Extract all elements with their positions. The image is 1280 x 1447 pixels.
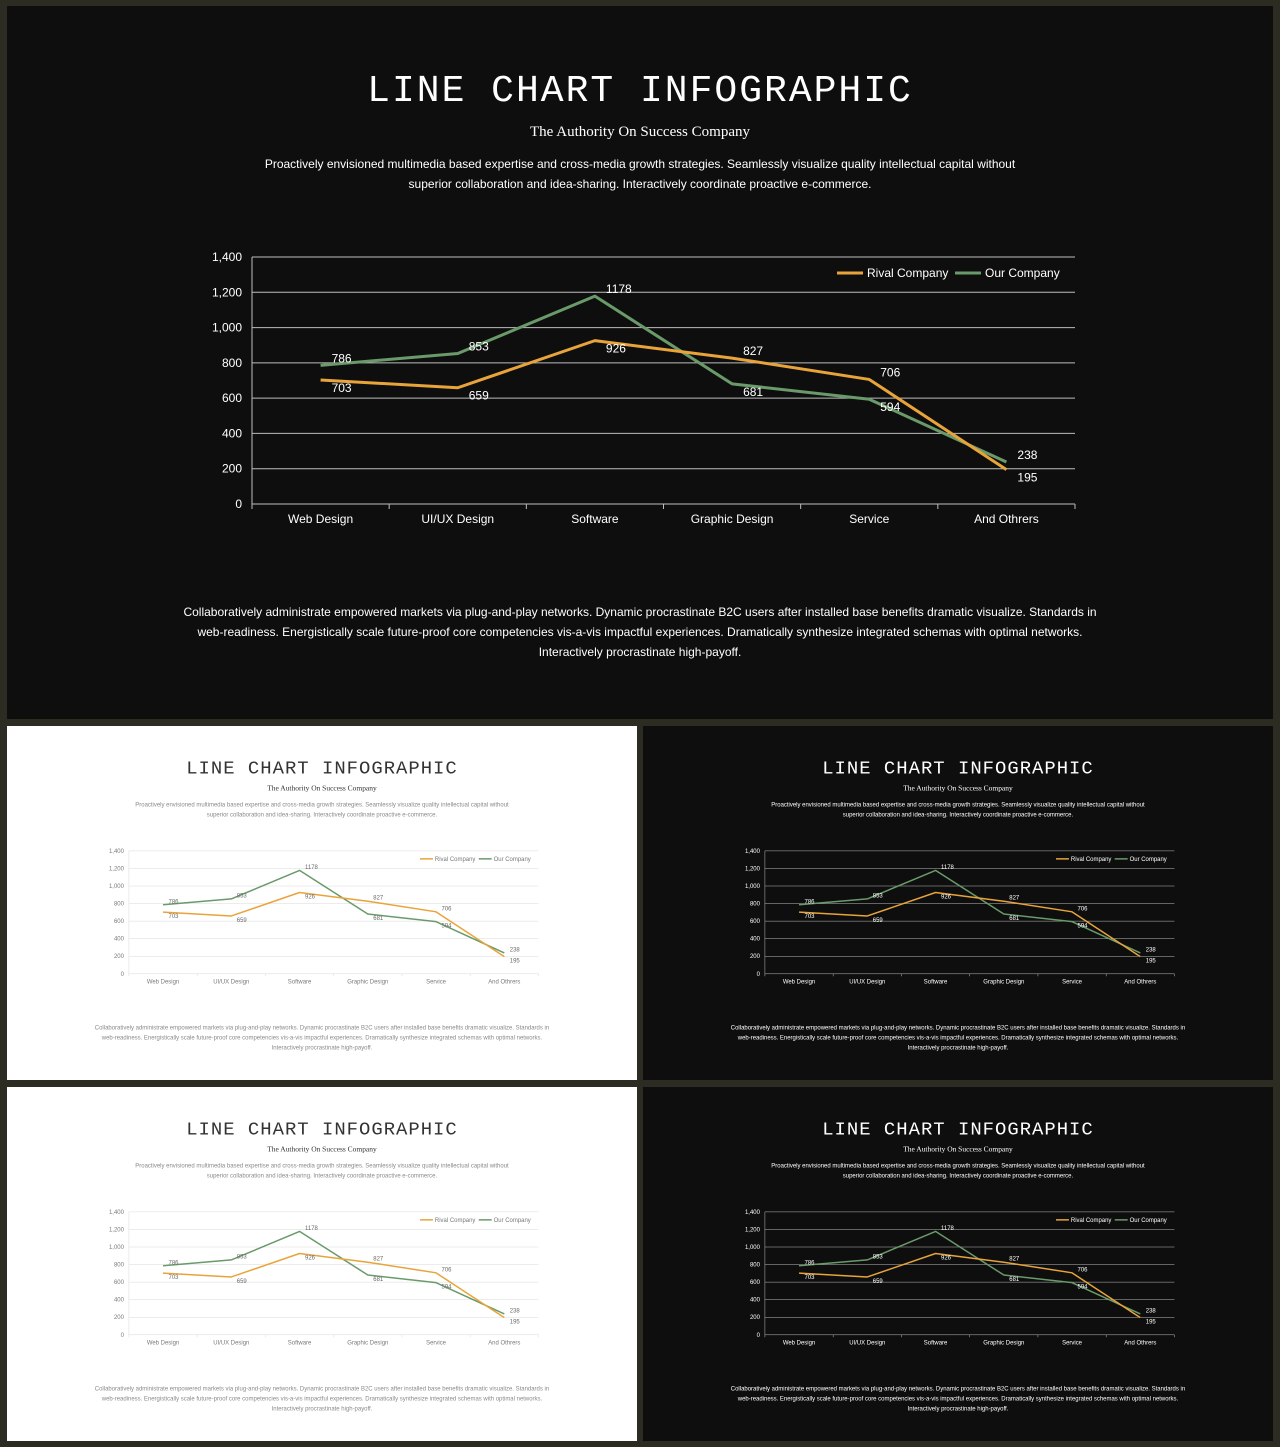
data-label: 706 <box>1077 906 1088 913</box>
data-label: 195 <box>1017 470 1038 485</box>
x-tick-label: Service <box>426 979 447 986</box>
data-label: 659 <box>236 917 247 924</box>
x-tick-label: Graphic Design <box>347 979 389 986</box>
x-tick-label: UI/UX Design <box>213 979 250 986</box>
data-label: 238 <box>509 947 520 954</box>
y-tick-label: 400 <box>221 426 242 441</box>
x-tick-label: Web Design <box>146 979 180 986</box>
data-label: 681 <box>743 384 764 399</box>
data-label: 238 <box>509 1308 520 1315</box>
y-tick-label: 1,000 <box>108 1245 124 1252</box>
data-label: 195 <box>509 958 520 965</box>
data-label: 195 <box>1145 1319 1156 1326</box>
intro-paragraph: Proactively envisioned multimedia based expertise and cross-media growth strategies. Seamlessly visualize quality intellectual capital without superior collaboration and idea-sharing. Interactively coordinate proactive e-commerce. <box>771 801 1145 819</box>
data-label: 238 <box>1017 448 1038 463</box>
data-label: 1178 <box>305 1225 318 1232</box>
y-tick-label: 1,000 <box>744 1245 760 1252</box>
data-label: 786 <box>168 1260 179 1267</box>
slide-content <box>7 6 1273 719</box>
y-tick-label: 800 <box>113 1262 124 1269</box>
y-tick-label: 1,400 <box>744 1209 760 1216</box>
data-label: 659 <box>236 1278 247 1285</box>
y-tick-label: 600 <box>221 391 242 406</box>
x-tick-label: Service <box>849 512 890 526</box>
x-tick-label: Software <box>923 979 948 986</box>
series-line-ours <box>799 1231 1140 1314</box>
thumbnail-content <box>7 726 637 1080</box>
legend-label: Our Company <box>1129 1217 1167 1224</box>
data-label: 1178 <box>941 1225 954 1232</box>
x-tick-label: And Othrers <box>1124 979 1157 986</box>
series-line-ours <box>163 1231 504 1314</box>
y-tick-label: 200 <box>221 461 242 476</box>
y-tick-label: 1,200 <box>211 285 242 300</box>
x-tick-label: Graphic Design <box>983 979 1025 986</box>
intro-paragraph: Proactively envisioned multimedia based expertise and cross-media growth strategies. Seamlessly visualize quality intellectual capital without superior collaboration and idea-sharing. Interactively coordinate proactive e-commerce. <box>264 157 1016 191</box>
x-tick-label: UI/UX Design <box>213 1340 250 1347</box>
x-tick-label: Web Design <box>146 1340 180 1347</box>
x-tick-label: Software <box>923 1340 948 1347</box>
y-tick-label: 1,000 <box>744 884 760 891</box>
y-tick-label: 800 <box>221 355 242 370</box>
y-tick-label: 600 <box>113 1280 124 1287</box>
data-label: 681 <box>1009 915 1020 922</box>
legend-label: Rival Company <box>434 856 476 863</box>
y-tick-label: 1,400 <box>108 848 124 855</box>
thumbnail-dark-2[interactable] <box>643 1087 1273 1441</box>
slide-title: LINE CHART INFOGRAPHIC <box>822 1118 1094 1141</box>
x-tick-label: And Othrers <box>488 979 521 986</box>
y-tick-label: 1,400 <box>108 1209 124 1216</box>
series-line-ours <box>799 870 1140 953</box>
data-label: 703 <box>168 1275 179 1282</box>
main-slide <box>7 6 1273 719</box>
data-label: 594 <box>1077 923 1088 930</box>
thumbnail-content <box>7 1087 637 1441</box>
data-label: 853 <box>236 893 247 900</box>
y-tick-label: 800 <box>749 901 760 908</box>
data-label: 853 <box>236 1254 247 1261</box>
legend-label: Our Company <box>985 266 1060 280</box>
y-tick-label: 200 <box>749 1315 760 1322</box>
slide-title: LINE CHART INFOGRAPHIC <box>367 70 913 113</box>
data-label: 594 <box>880 400 901 415</box>
data-label: 594 <box>1077 1284 1088 1291</box>
intro-paragraph: Proactively envisioned multimedia based expertise and cross-media growth strategies. Seamlessly visualize quality intellectual capital without superior collaboration and idea-sharing. Interactively coordinate proactive e-commerce. <box>135 1162 509 1180</box>
y-tick-label: 600 <box>113 919 124 926</box>
data-label: 659 <box>872 917 883 924</box>
slide-subtitle: The Authority On Success Company <box>530 124 750 140</box>
data-label: 659 <box>468 388 489 403</box>
data-label: 827 <box>373 1256 384 1263</box>
y-tick-label: 1,000 <box>211 320 242 335</box>
y-tick-label: 200 <box>113 954 124 961</box>
data-label: 706 <box>1077 1267 1088 1274</box>
x-tick-label: And Othrers <box>974 512 1039 526</box>
x-tick-label: Software <box>287 979 312 986</box>
x-tick-label: Graphic Design <box>347 1340 389 1347</box>
y-tick-label: 200 <box>749 954 760 961</box>
x-tick-label: Service <box>1062 1340 1083 1347</box>
y-tick-label: 0 <box>756 971 760 978</box>
data-label: 594 <box>441 923 452 930</box>
y-tick-label: 1,200 <box>108 866 124 873</box>
data-label: 195 <box>1145 958 1156 965</box>
data-label: 706 <box>880 365 901 380</box>
intro-paragraph: Proactively envisioned multimedia based expertise and cross-media growth strategies. Seamlessly visualize quality intellectual capital without superior collaboration and idea-sharing. Interactively coordinate proactive e-commerce. <box>135 801 509 819</box>
outro-paragraph: Collaboratively administrate empowered markets via plug-and-play networks. Dynamic procrastinate B2C users after installed base benefits dramatic visualize. Standards in web-readiness. Energistically scale future-proof core competencies vis-a-vis impactful experiences. Dramatically synthesize integrated schemas with optimal networks. Interactively procrastinate high-payoff. <box>94 1385 550 1412</box>
series-line-rival <box>799 1254 1140 1318</box>
slide-subtitle: The Authority On Success Company <box>267 1145 377 1154</box>
y-tick-label: 0 <box>120 1332 124 1339</box>
data-label: 926 <box>941 894 951 901</box>
x-tick-label: Web Design <box>782 979 816 986</box>
data-label: 195 <box>509 1319 520 1326</box>
slide-title: LINE CHART INFOGRAPHIC <box>186 1118 458 1141</box>
y-tick-label: 1,200 <box>108 1227 124 1234</box>
data-label: 1178 <box>605 282 632 297</box>
series-line-rival <box>163 1254 504 1318</box>
data-label: 703 <box>804 1275 815 1282</box>
x-tick-label: Service <box>426 1340 447 1347</box>
series-line-rival <box>799 893 1140 957</box>
outro-paragraph: Collaboratively administrate empowered markets via plug-and-play networks. Dynamic procrastinate B2C users after installed base benefits dramatic visualize. Standards in web-readiness. Energistically scale future-proof core competencies vis-a-vis impactful experiences. Dramatically synthesize integrated schemas with optimal networks. Interactively procrastinate high-payoff. <box>94 1024 550 1051</box>
y-tick-label: 0 <box>235 497 242 511</box>
x-tick-label: Graphic Design <box>983 1340 1025 1347</box>
x-tick-label: Software <box>287 1340 312 1347</box>
legend-label: Our Company <box>1129 856 1167 863</box>
outro-paragraph: Collaboratively administrate empowered markets via plug-and-play networks. Dynamic procrastinate B2C users after installed base benefits dramatic visualize. Standards in web-readiness. Energistically scale future-proof core competencies vis-a-vis impactful experiences. Dramatically synthesize integrated schemas with optimal networks. Interactively procrastinate high-payoff. <box>730 1024 1186 1051</box>
x-tick-label: And Othrers <box>488 1340 521 1347</box>
data-label: 681 <box>373 1276 384 1283</box>
x-tick-label: Graphic Design <box>690 512 774 526</box>
slide-subtitle: The Authority On Success Company <box>267 784 377 793</box>
slide-subtitle: The Authority On Success Company <box>903 1145 1013 1154</box>
data-label: 853 <box>872 893 883 900</box>
legend-label: Our Company <box>493 1217 531 1224</box>
y-tick-label: 400 <box>749 1297 760 1304</box>
thumbnail-light-2[interactable] <box>7 1087 637 1441</box>
data-label: 1178 <box>941 864 954 871</box>
data-label: 703 <box>331 380 352 395</box>
data-label: 926 <box>941 1255 951 1262</box>
data-label: 853 <box>468 339 489 354</box>
data-label: 786 <box>804 1260 815 1267</box>
y-tick-label: 0 <box>120 971 124 978</box>
y-tick-label: 400 <box>113 1297 124 1304</box>
y-tick-label: 600 <box>749 919 760 926</box>
y-tick-label: 1,200 <box>744 866 760 873</box>
x-tick-label: UI/UX Design <box>849 979 886 986</box>
y-tick-label: 800 <box>113 901 124 908</box>
legend-label: Our Company <box>493 856 531 863</box>
data-label: 786 <box>804 899 815 906</box>
legend-label: Rival Company <box>434 1217 476 1224</box>
slide-title: LINE CHART INFOGRAPHIC <box>186 757 458 780</box>
outro-paragraph: Collaboratively administrate empowered markets via plug-and-play networks. Dynamic procrastinate B2C users after installed base benefits dramatic visualize. Standards in web-readiness. Energistically scale future-proof core competencies vis-a-vis impactful experiences. Dramatically synthesize integrated schemas with optimal networks. Interactively procrastinate high-payoff. <box>183 605 1097 659</box>
legend-label: Rival Company <box>867 266 949 280</box>
data-label: 681 <box>373 915 384 922</box>
data-label: 786 <box>331 351 352 366</box>
intro-paragraph: Proactively envisioned multimedia based expertise and cross-media growth strategies. Seamlessly visualize quality intellectual capital without superior collaboration and idea-sharing. Interactively coordinate proactive e-commerce. <box>771 1162 1145 1180</box>
x-tick-label: UI/UX Design <box>421 512 495 526</box>
y-tick-label: 600 <box>749 1280 760 1287</box>
y-tick-label: 400 <box>749 936 760 943</box>
x-tick-label: Web Design <box>782 1340 816 1347</box>
data-label: 703 <box>804 914 815 921</box>
data-label: 827 <box>743 344 764 359</box>
y-tick-label: 200 <box>113 1315 124 1322</box>
y-tick-label: 1,200 <box>744 1227 760 1234</box>
y-tick-label: 1,000 <box>108 884 124 891</box>
x-tick-label: Software <box>571 512 619 526</box>
y-tick-label: 0 <box>756 1332 760 1339</box>
series-line-ours <box>321 296 1007 462</box>
data-label: 659 <box>872 1278 883 1285</box>
legend-label: Rival Company <box>1070 856 1112 863</box>
data-label: 238 <box>1145 1308 1156 1315</box>
slide-subtitle: The Authority On Success Company <box>903 784 1013 793</box>
data-label: 786 <box>168 899 179 906</box>
thumbnail-dark-1[interactable] <box>643 726 1273 1080</box>
legend-label: Rival Company <box>1070 1217 1112 1224</box>
data-label: 926 <box>305 1255 315 1262</box>
thumbnail-content <box>643 1087 1273 1441</box>
series-line-rival <box>163 893 504 957</box>
y-tick-label: 400 <box>113 936 124 943</box>
data-label: 1178 <box>305 864 318 871</box>
x-tick-label: Web Design <box>288 512 354 526</box>
outro-paragraph: Collaboratively administrate empowered markets via plug-and-play networks. Dynamic procrastinate B2C users after installed base benefits dramatic visualize. Standards in web-readiness. Energistically scale future-proof core competencies vis-a-vis impactful experiences. Dramatically synthesize integrated schemas with optimal networks. Interactively procrastinate high-payoff. <box>730 1385 1186 1412</box>
x-tick-label: UI/UX Design <box>849 1340 886 1347</box>
data-label: 926 <box>605 341 626 356</box>
y-tick-label: 800 <box>749 1262 760 1269</box>
y-tick-label: 1,400 <box>744 848 760 855</box>
data-label: 238 <box>1145 947 1156 954</box>
y-tick-label: 1,400 <box>211 250 242 264</box>
data-label: 681 <box>1009 1276 1020 1283</box>
series-line-rival <box>321 341 1007 470</box>
series-line-ours <box>163 870 504 953</box>
data-label: 594 <box>441 1284 452 1291</box>
x-tick-label: And Othrers <box>1124 1340 1157 1347</box>
data-label: 706 <box>441 1267 452 1274</box>
data-label: 703 <box>168 914 179 921</box>
thumbnail-light-1[interactable] <box>7 726 637 1080</box>
x-tick-label: Service <box>1062 979 1083 986</box>
data-label: 827 <box>1009 1256 1020 1263</box>
data-label: 926 <box>305 894 315 901</box>
data-label: 853 <box>872 1254 883 1261</box>
thumbnail-content <box>643 726 1273 1080</box>
data-label: 827 <box>1009 895 1020 902</box>
data-label: 706 <box>441 906 452 913</box>
slide-title: LINE CHART INFOGRAPHIC <box>822 757 1094 780</box>
data-label: 827 <box>373 895 384 902</box>
